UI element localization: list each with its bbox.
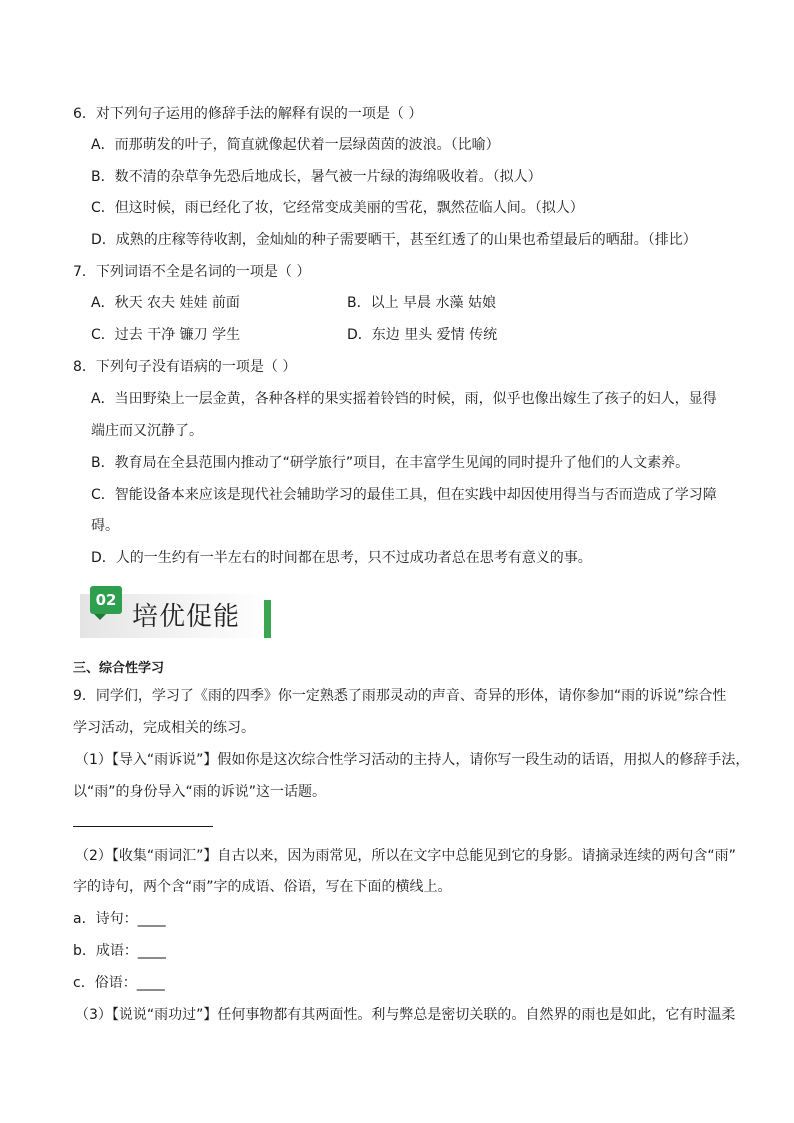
banner-title: 培优促能 [132, 602, 241, 632]
question-7-option-a: A．秋天 农夫 娃娃 前面 [91, 295, 240, 311]
question-9-part2-line2: 字的诗句，两个含“雨”字的成语、俗语，写在下面的横线上。 [73, 879, 452, 895]
question-6-stem: 6．对下列句子运用的修辞手法的解释有误的一项是（ ） [73, 106, 423, 122]
question-9-item-a: a．诗句：____ [73, 911, 166, 927]
question-9-stem-line2: 学习活动，完成相关的练习。 [73, 720, 255, 736]
banner-number-tab: 02 [90, 586, 122, 614]
question-9-item-b: b．成语：____ [73, 943, 166, 959]
question-6-option-d: D．成熟的庄稼等待收割，金灿灿的种子需要晒干，甚至红透了的山果也希望最后的晒甜。（排比） [91, 232, 697, 248]
question-7-option-d: D．东边 里头 爱情 传统 [347, 327, 498, 343]
question-9-stem-line1: 9．同学们，学习了《雨的四季》你一定熟悉了雨那灵动的声音、奇异的形体，请你参加“雨的诉说”综合性 [73, 688, 727, 704]
banner-tab-fold [94, 614, 106, 620]
question-7-stem: 7．下列词语不全是名词的一项是（ ） [73, 264, 311, 280]
question-6-option-c: C．但这时候，雨已经化了妆，它经常变成美丽的雪花，飘然莅临人间。（拟人） [91, 200, 584, 216]
question-6-option-a: A．而那萌发的叶子，简直就像起伏着一层绿茵茵的波浪。（比喻） [91, 137, 500, 153]
question-8-option-a-line1: A．当田野染上一层金黄，各种各样的果实摇着铃铛的时候，雨，似乎也像出嫁生了孩子的妇人，显得 [91, 391, 717, 407]
answer-blank-line[interactable] [73, 826, 213, 827]
section-banner [80, 586, 274, 640]
question-8-option-a-line2: 端庄而又沉静了。 [91, 423, 203, 439]
banner-accent-bar [264, 600, 271, 638]
question-8-stem: 8．下列句子没有语病的一项是（ ） [73, 359, 297, 375]
question-8-option-c-line1: C．智能设备本来应该是现代社会辅助学习的最佳工具，但在实践中却因使用得当与否而造成了学习障 [91, 487, 717, 503]
question-8-option-d: D．人的一生约有一半左右的时间都在思考，只不过成功者总在思考有意义的事。 [91, 550, 592, 566]
question-9-item-c: c．俗语：____ [73, 975, 165, 991]
question-9-part1-line1: （1）【导入“雨诉说”】假如你是这次综合性学习活动的主持人，请你写一段生动的话语，用拟人的修辞手法， [75, 752, 750, 768]
question-8-option-c-line2: 碍。 [91, 518, 119, 534]
section-heading: 三、综合性学习 [73, 661, 165, 676]
question-9-part1-line2: 以“雨”的身份导入“雨的诉说”这一话题。 [73, 784, 327, 800]
question-7-option-b: B．以上 早晨 水藻 姑娘 [347, 295, 496, 311]
question-7-option-c: C．过去 干净 镰刀 学生 [91, 327, 241, 343]
question-9-part2-line1: （2）【收集“雨词汇”】自古以来，因为雨常见，所以在文字中总能见到它的身影。请摘录连续的两句含“雨” [75, 848, 736, 864]
question-8-option-b: B．教育局在全县范围内推动了“研学旅行”项目，在丰富学生见闻的同时提升了他们的人文素养。 [91, 455, 690, 471]
question-6-option-b: B．数不清的杂草争先恐后地成长，暑气被一片绿的海绵吸收着。（拟人） [91, 169, 542, 185]
question-9-part3-line1: （3）【说说“雨功过”】任何事物都有其两面性。利与弊总是密切关联的。自然界的雨也是如此，它有时温柔 [75, 1007, 736, 1023]
